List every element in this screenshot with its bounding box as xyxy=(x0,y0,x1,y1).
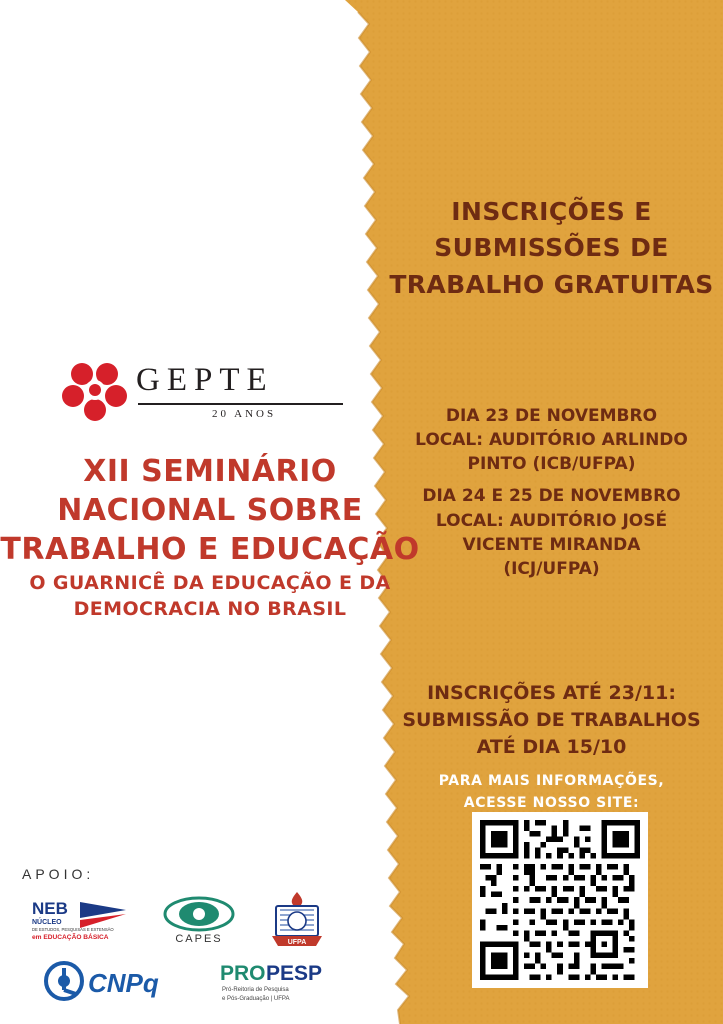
gepte-wordmark: GEPTE xyxy=(136,362,274,398)
date-2-venue-line-1: LOCAL: AUDITÓRIO JOSÉ xyxy=(435,510,668,531)
site-note-line-1: PARA MAIS INFORMAÇÕES, xyxy=(438,773,665,789)
registration-headline-line-1: INSCRIÇÕES E xyxy=(451,197,652,226)
flower-logo-icon xyxy=(62,360,128,422)
date-2-venue-line-3: (ICJ/UFPA) xyxy=(503,558,600,579)
deadline-line-3: ATÉ DIA 15/10 xyxy=(476,735,627,758)
ufpa-logo xyxy=(266,890,328,952)
cnpq-logo xyxy=(44,960,184,1002)
svg-text:NÚCLEO: NÚCLEO xyxy=(32,919,62,926)
registration-headline xyxy=(380,194,723,303)
svg-text:DE ESTUDOS, PESQUISAS E EXTENS: DE ESTUDOS, PESQUISAS E EXTENSÃO xyxy=(32,927,114,932)
svg-text:PRO: PRO xyxy=(220,962,266,985)
event-title-line-1: XII SEMINÁRIO xyxy=(83,454,337,489)
gepte-divider xyxy=(138,403,343,405)
date-2-venue-line-2: VICENTE MIRANDA xyxy=(462,534,641,555)
site-note xyxy=(380,770,723,815)
event-subtitle-line-2: DEMOCRACIA NO BRASIL xyxy=(73,598,347,621)
svg-text:UFPA: UFPA xyxy=(287,939,307,946)
svg-text:Pró-Reitoria de Pesquisa: Pró-Reitoria de Pesquisa xyxy=(222,987,289,993)
date-1-venue-line-2: PINTO (ICB/UFPA) xyxy=(467,454,636,475)
svg-text:em EDUCAÇÃO BÁSICA: em EDUCAÇÃO BÁSICA xyxy=(32,934,109,941)
date-1-day: DIA 23 DE NOVEMBRO xyxy=(445,406,658,426)
event-dates xyxy=(380,404,723,581)
gepte-logo xyxy=(62,358,302,430)
event-title-line-2: NACIONAL SOBRE xyxy=(57,493,363,528)
registration-headline-line-2: SUBMISSÕES DE xyxy=(434,233,669,263)
event-subtitle-line-1: O GUARNICÊ DA EDUCAÇÃO E DA xyxy=(29,572,391,594)
support-logos-row-1 xyxy=(22,890,362,952)
svg-text:NEB: NEB xyxy=(32,899,68,918)
qr-code[interactable] xyxy=(472,812,648,988)
site-note-line-2: ACESSE NOSSO SITE: xyxy=(463,795,640,812)
poster-right-column xyxy=(380,0,723,1024)
svg-text:CAPES: CAPES xyxy=(175,933,223,945)
event-title xyxy=(0,452,420,569)
deadline-line-1: INSCRIÇÕES ATÉ 23/11: xyxy=(427,682,676,704)
svg-text:e Pós-Graduação | UFPA: e Pós-Graduação | UFPA xyxy=(222,996,290,1002)
event-subtitle xyxy=(0,570,420,622)
support-label: APOIO: xyxy=(22,866,95,882)
registration-headline-line-3: TRABALHO GRATUITAS xyxy=(389,269,714,299)
deadline-line-2: SUBMISSÃO DE TRABALHOS xyxy=(402,708,701,731)
svg-text:CNPq: CNPq xyxy=(88,968,159,998)
capes-logo xyxy=(156,894,242,946)
dates-spacer xyxy=(380,476,723,484)
support-logos-row-2 xyxy=(38,956,358,1014)
neb-logo xyxy=(30,896,130,942)
event-title-line-3: TRABALHO E EDUCAÇÃO xyxy=(0,532,420,567)
svg-text:PESP: PESP xyxy=(266,962,323,985)
date-1-venue-line-1: LOCAL: AUDITÓRIO ARLINDO xyxy=(415,430,688,451)
date-2-day: DIA 24 E 25 DE NOVEMBRO xyxy=(422,486,681,507)
propesp-logo xyxy=(218,958,368,1004)
deadlines-block xyxy=(380,680,723,761)
gepte-anniversary: 20 ANOS xyxy=(212,408,277,420)
